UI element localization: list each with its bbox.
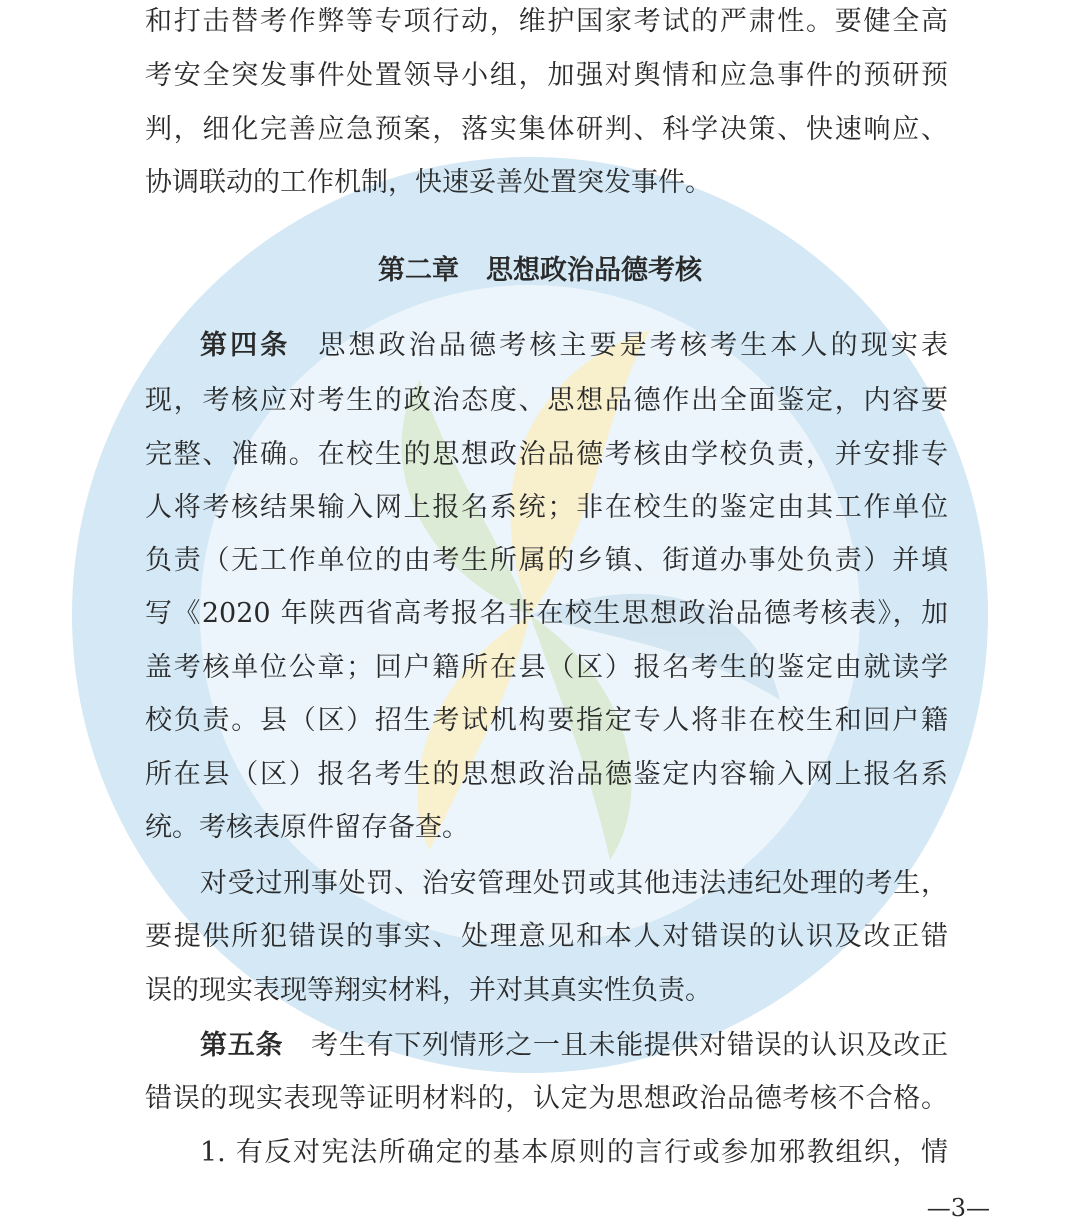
- body-line: 所在县（区）报名考生的思想政治品德鉴定内容输入网上报名系: [145, 759, 948, 790]
- body-text: 思想政治品德考核主要是考核考生本人的现实表: [318, 330, 949, 361]
- body-line: 和打击替考作弊等专项行动，维护国家考试的严肃性。要健全高: [145, 6, 948, 37]
- body-line: 盖考核单位公章；回户籍所在县（区）报名考生的鉴定由就读学: [145, 652, 948, 683]
- body-line: 误的现实表现等翔实材料，并对其真实性负责。: [145, 975, 712, 1006]
- body-line: 写《2020 年陕西省高考报名非在校生思想政治品德考核表》，加: [145, 598, 948, 629]
- article-5-first-line: [200, 1028, 948, 1064]
- body-line: 校负责。县（区）招生考试机构要指定专人将非在校生和回户籍: [145, 705, 948, 736]
- body-line: 人将考核结果输入网上报名系统；非在校生的鉴定由其工作单位: [145, 492, 948, 523]
- body-line: 错误的现实表现等证明材料的，认定为思想政治品德考核不合格。: [145, 1083, 948, 1114]
- body-line: 要提供所犯错误的事实、处理意见和本人对错误的认识及改正错: [145, 921, 948, 952]
- body-line: 现，考核应对考生的政治态度、思想品德作出全面鉴定，内容要: [145, 385, 948, 416]
- body-line: 统。考核表原件留存备查。: [145, 812, 469, 843]
- body-line: 对受过刑事处罚、治安管理处罚或其他违法违纪处理的考生，: [200, 868, 948, 899]
- article-4-first-line: [200, 328, 948, 364]
- chapter-heading: 第二章 思想政治品德考核: [378, 255, 702, 286]
- article-5-label: 第五条: [200, 1030, 284, 1061]
- list-item-1: 1. 有反对宪法所确定的基本原则的言行或参加邪教组织，情: [200, 1137, 948, 1168]
- body-line: 协调联动的工作机制，快速妥善处置突发事件。: [145, 167, 712, 198]
- article-4-label: 第四条: [200, 330, 291, 361]
- body-line: 负责（无工作单位的由考生所属的乡镇、街道办事处负责）并填: [145, 545, 948, 576]
- body-line: 判，细化完善应急预案，落实集体研判、科学决策、快速响应、: [145, 114, 948, 145]
- body-line: 考安全突发事件处置领导小组，加强对舆情和应急事件的预研预: [145, 60, 948, 91]
- body-text: 考生有下列情形之一且未能提供对错误的认识及改正: [311, 1030, 949, 1061]
- page-number: —3—: [926, 1194, 990, 1222]
- body-line: 完整、准确。在校生的思想政治品德考核由学校负责，并安排专: [145, 439, 948, 470]
